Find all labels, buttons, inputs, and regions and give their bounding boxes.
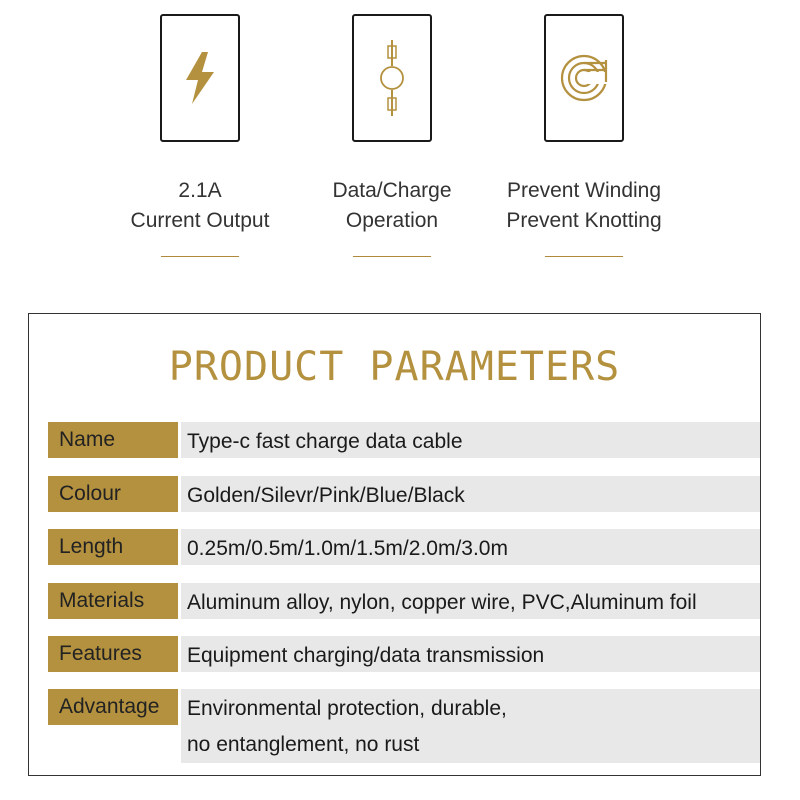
row-value-line: Aluminum alloy, nylon, copper wire, PVC,Aluminum foil	[187, 591, 697, 614]
row-value	[181, 529, 760, 565]
divider	[353, 256, 431, 257]
feature-prevent-winding	[484, 14, 684, 257]
page-title: PRODUCT PARAMETERS	[168, 344, 621, 390]
feature-caption-line: Prevent Knotting	[506, 209, 662, 232]
feature-caption-line: Prevent Winding	[506, 179, 662, 202]
feature-caption-line: 2.1A	[178, 179, 222, 202]
row-value-line: no entanglement, no rust	[187, 733, 420, 756]
feature-caption	[100, 176, 300, 236]
lightning-bolt-icon	[180, 50, 220, 106]
feature-caption-line: Data/Charge	[332, 179, 452, 202]
feature-card	[352, 14, 432, 142]
row-label: Length	[48, 529, 178, 565]
row-label: Colour	[48, 476, 178, 512]
row-value-line: Equipment charging/data transmission	[187, 644, 545, 667]
feature-caption-line: Operation	[345, 209, 439, 232]
cable-connector-icon	[377, 38, 407, 118]
row-value	[181, 636, 760, 672]
divider	[545, 256, 623, 257]
feature-card	[160, 14, 240, 142]
divider	[161, 256, 239, 257]
row-value	[181, 476, 760, 512]
row-label: Features	[48, 636, 178, 672]
row-value-line: Type-c fast charge data cable	[187, 430, 463, 453]
row-label: Materials	[48, 583, 178, 619]
feature-data-charge	[292, 14, 492, 257]
coil-winding-icon	[558, 52, 610, 104]
row-value	[181, 689, 760, 763]
row-label: Name	[48, 422, 178, 458]
row-value-line: 0.25m/0.5m/1.0m/1.5m/2.0m/3.0m	[187, 537, 508, 560]
row-value-line: Golden/Silevr/Pink/Blue/Black	[187, 484, 465, 507]
row-value	[181, 422, 760, 458]
feature-current-output	[100, 14, 300, 257]
feature-card	[544, 14, 624, 142]
row-label: Advantage	[48, 689, 178, 725]
row-value-line: Environmental protection, durable,	[187, 697, 507, 720]
feature-caption-line: Current Output	[130, 209, 270, 232]
feature-caption	[484, 176, 684, 236]
feature-caption	[292, 176, 492, 236]
product-parameters-panel	[28, 313, 761, 776]
row-value	[181, 583, 760, 619]
